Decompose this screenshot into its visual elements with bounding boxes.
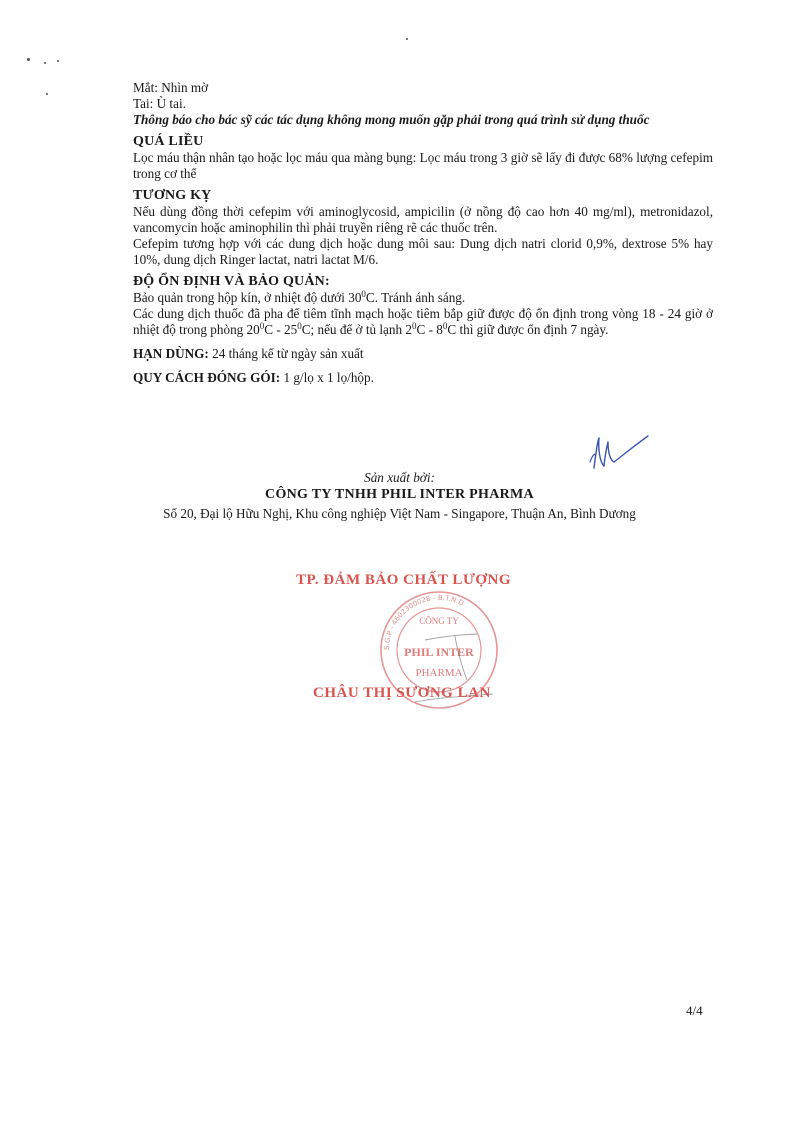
scan-speck xyxy=(406,38,408,40)
notice-text: Thông báo cho bác sỹ các tác dụng không mong muốn gặp phải trong quá trình sử dụng thuốc xyxy=(133,112,650,127)
overdose-text: Lọc máu thận nhân tạo hoặc lọc máu qua màng bụng: Lọc máu trong 3 giờ sẽ lấy đi được 68% lượng cefepim trong cơ thể xyxy=(133,150,713,181)
shelf-life-value: 24 tháng kể từ ngày sản xuất xyxy=(212,346,364,361)
seal-ring-text: S.G.P - 4602300028 - B.T.N.D xyxy=(382,593,466,651)
stamp-signature-scribble xyxy=(395,610,505,720)
seal-line-2: PHIL INTER xyxy=(404,645,474,659)
company-address: Số 20, Đại lộ Hữu Nghị, Khu công nghiệp Việt Nam - Singapore, Thuận An, Bình Dương xyxy=(163,506,636,521)
incompatibility-heading: TƯƠNG KỴ xyxy=(133,188,212,203)
storage-heading: ĐỘ ỔN ĐỊNH VÀ BẢO QUẢN: xyxy=(133,274,330,289)
overdose-heading: QUÁ LIỀU xyxy=(133,134,204,149)
packaging xyxy=(133,370,713,386)
scan-speck xyxy=(57,60,59,62)
shelf-life-label: HẠN DÙNG: xyxy=(133,346,209,361)
incompatibility-text-2: Cefepim tương hợp với các dung dịch hoặc dung môi sau: Dung dịch natri clorid 0,9%, dextrose 5% hay 10%, dung dịch Ringer lactat, natri lactat M/6. xyxy=(133,236,713,267)
seal-line-1: CÔNG TY xyxy=(419,616,459,626)
side-effect-ears: Tai: Ù tai. xyxy=(133,96,186,111)
qa-signatory-name: CHÂU THỊ SƯƠNG LAN xyxy=(313,685,491,701)
storage-line-1: Bảo quản trong hộp kín, ở nhiệt độ dưới $30^0C$. Tránh ánh sáng. xyxy=(133,289,466,305)
qa-title: TP. ĐẢM BẢO CHẤT LƯỢNG xyxy=(296,572,512,588)
scan-speck xyxy=(46,93,48,95)
company-name: CÔNG TY TNHH PHIL INTER PHARMA xyxy=(265,487,534,502)
seal-line-3: PHARMA xyxy=(415,667,463,679)
produced-by: Sản xuất bởi: xyxy=(364,470,435,485)
packaging-value: 1 g/lọ x 1 lọ/hộp. xyxy=(283,370,374,385)
page-number: 4/4 xyxy=(686,1003,703,1018)
side-effect-eyes: Mắt: Nhìn mờ xyxy=(133,80,209,95)
scan-speck xyxy=(27,58,30,61)
document-body xyxy=(133,80,713,386)
signature-scribble xyxy=(586,432,656,474)
packaging-label: QUY CÁCH ĐÓNG GÓI: xyxy=(133,370,281,385)
incompatibility-text-1: Nếu dùng đồng thời cefepim với aminoglycosid, ampicilin (ở nồng độ cao hơn 40 mg/ml), metronidazol, vancomycin hoặc aminophilin thì phải truyền riêng rẽ các thuốc trên. xyxy=(133,204,713,235)
scan-speck xyxy=(44,62,46,64)
storage-line-2: Các dung dịch thuốc đã pha để tiêm tĩnh mạch hoặc tiêm bắp giữ được độ ổn định trong vòng 18 - 24 giờ ở nhiệt độ trong phòng $20^0C - 25^0C$; nếu để ở tủ lạnh $2^0C - 8^0C$ thì giữ được ổn định 7 ngày. xyxy=(133,306,713,337)
shelf-life xyxy=(133,346,713,362)
